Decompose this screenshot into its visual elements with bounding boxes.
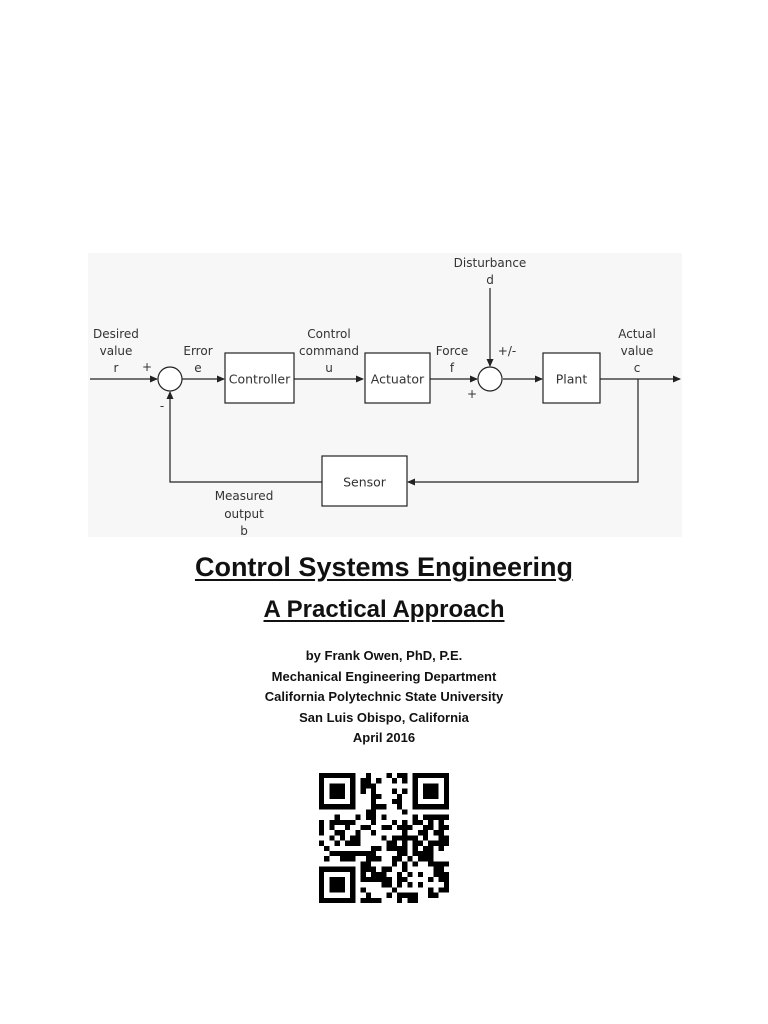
measured-output-label-1: Measured [214, 489, 274, 503]
actual-value-label-1: Actual [618, 327, 656, 341]
measured-output-label-2: output [224, 507, 264, 521]
book-title: Control Systems Engineering [194, 552, 574, 582]
disturbance-label-2: d [486, 273, 494, 287]
summing-junction-2 [478, 367, 502, 391]
measured-output-label-3: b [240, 524, 248, 538]
error-label-1: Error [183, 344, 213, 358]
date-line: April 2016 [352, 730, 416, 745]
actual-value-label-2: value [620, 344, 654, 358]
book-subtitle: A Practical Approach [263, 596, 505, 623]
sum2-pm-sign: +/- [497, 344, 517, 358]
sum1-minus-sign: - [159, 399, 165, 413]
feedback-line-left [170, 392, 322, 482]
department-line: Mechanical Engineering Department [271, 668, 497, 684]
error-label-2: e [194, 361, 202, 375]
actual-value-label-3: c [633, 361, 641, 375]
desired-value-label-2: value [99, 344, 133, 358]
feedback-line-right [408, 379, 638, 482]
disturbance-label-1: Disturbance [453, 256, 527, 270]
controller-label: Controller [228, 371, 291, 387]
qr-code [319, 772, 449, 904]
summing-junction-1 [158, 367, 182, 391]
university-line: California Polytechnic State University [264, 689, 504, 704]
force-label-2: f [449, 361, 455, 375]
desired-value-label-1: Desired [93, 327, 139, 341]
actuator-label: Actuator [370, 371, 425, 387]
sum1-plus-sign: + [141, 360, 153, 374]
control-command-label-1: Control [307, 327, 351, 341]
control-command-label-3: u [325, 361, 333, 375]
desired-value-label-3: r [113, 361, 119, 375]
location-line: San Luis Obispo, California [299, 709, 469, 725]
control-command-label-2: command [299, 344, 359, 358]
sum2-plus-sign: + [466, 387, 478, 401]
plant-label: Plant [555, 371, 588, 387]
author-line: by Frank Owen, PhD, P.E. [305, 648, 463, 663]
credits-block [0, 646, 768, 749]
force-label-1: Force [435, 344, 469, 358]
sensor-label: Sensor [343, 474, 386, 490]
